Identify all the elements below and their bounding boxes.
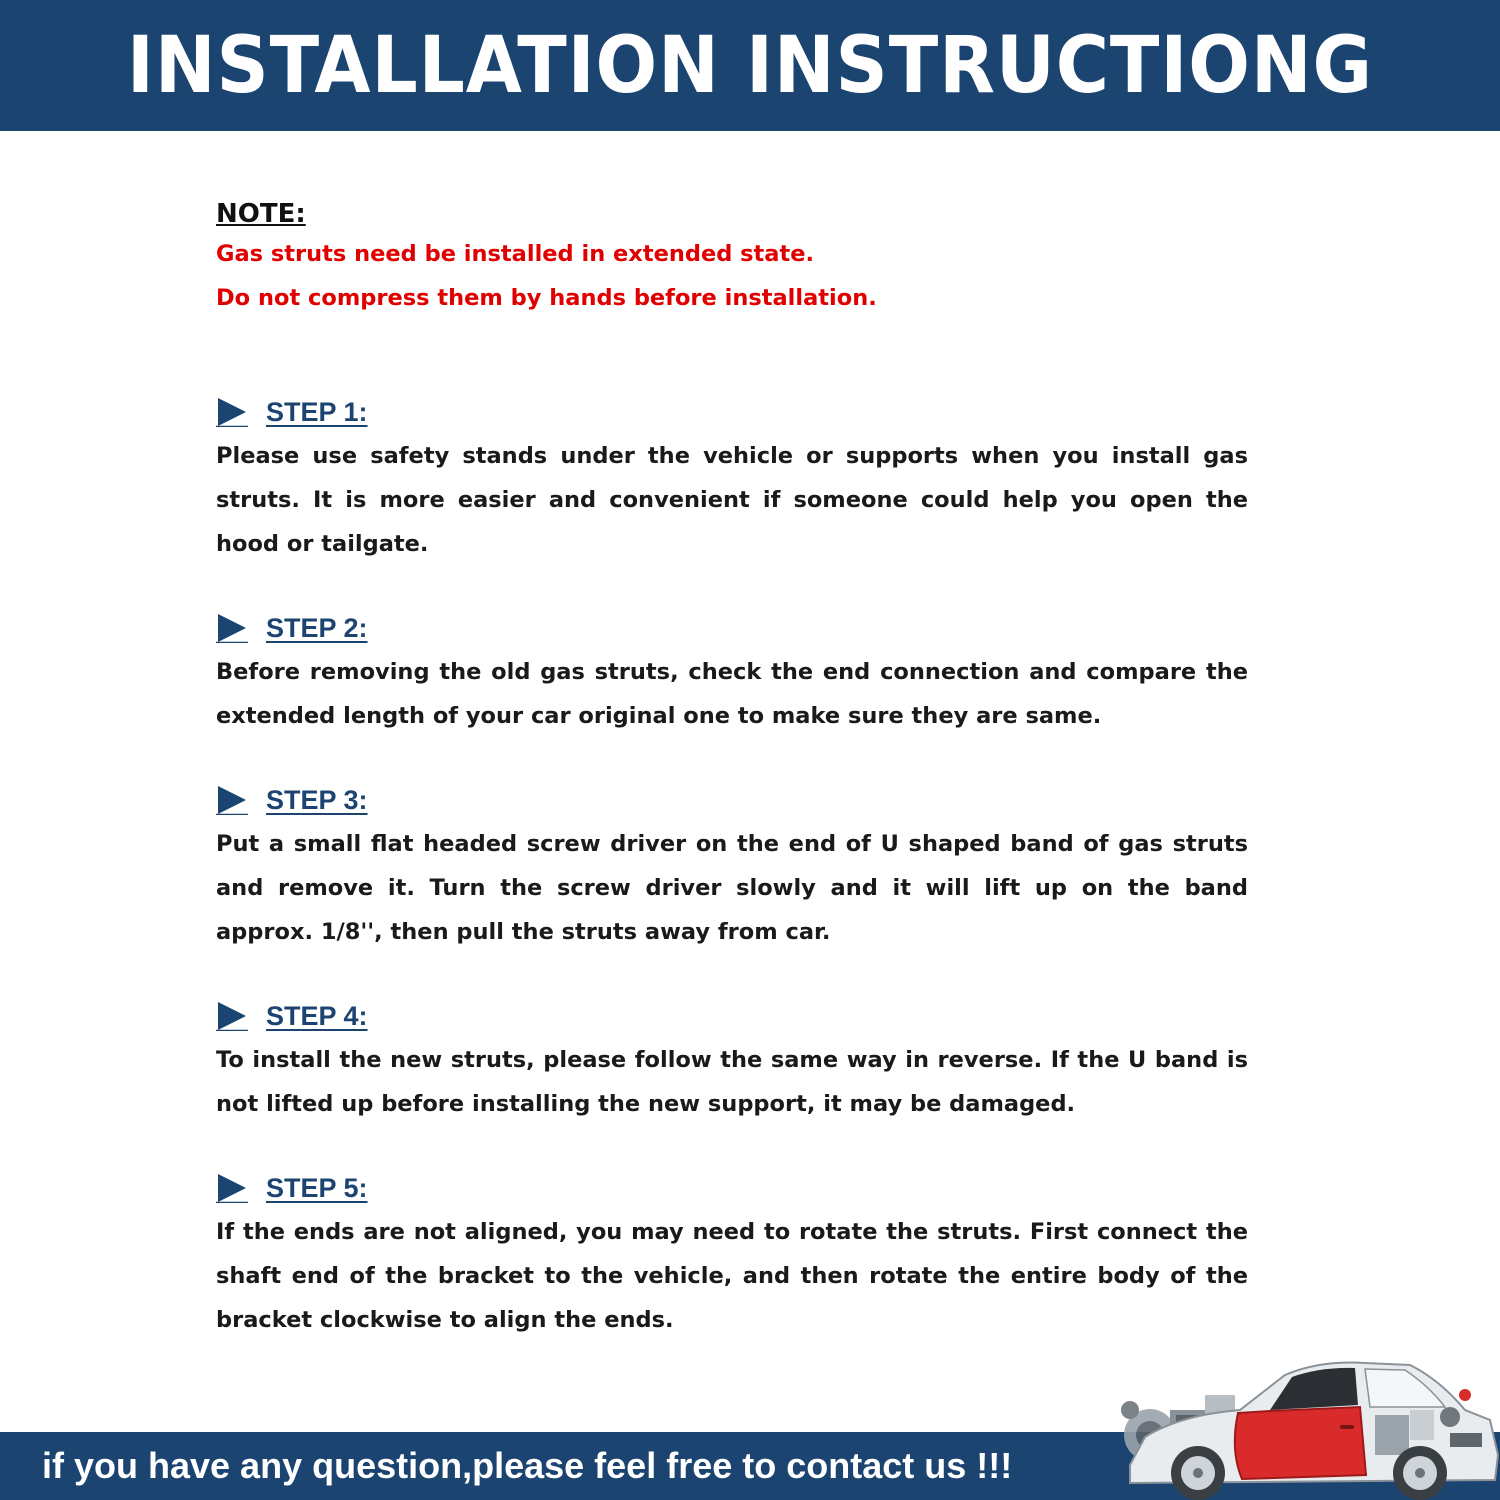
instructions-content [216,196,1248,1382]
step-title: STEP 5: [266,1172,368,1203]
play-arrow-icon [216,397,248,427]
car-parts-illustration [1110,1355,1500,1500]
contact-message: if you have any question,please feel free to contact us !!! [42,1445,1013,1486]
step-2 [216,606,1248,738]
step-heading [216,1166,1248,1210]
step-title: STEP 3: [266,784,368,815]
step-heading [216,778,1248,822]
header-banner [0,0,1500,131]
step-text: Put a small flat headed screw driver on the end of U shaped band of gas struts and remove it. Turn the screw driver slowly and it will lift up on the band approx. 1/8'', then pull the struts away from car. [216,831,1248,945]
play-arrow-icon [216,785,248,815]
step-heading [216,606,1248,650]
page-title: INSTALLATION INSTRUCTIONG [126,20,1374,111]
step-text: If the ends are not aligned, you may need to rotate the struts. First connect the shaft end of the bracket to the vehicle, and then rotate the entire body of the bracket clockwise to align the ends. [216,1219,1248,1333]
step-heading [216,994,1248,1038]
step-text: To install the new struts, please follow the same way in reverse. If the U band is not lifted up before installing the new support, it may be damaged. [216,1047,1248,1117]
step-title: STEP 1: [266,396,368,427]
play-arrow-icon [216,1001,248,1031]
step-title: STEP 4: [266,1000,368,1031]
steps-list [216,390,1248,1342]
step-title: STEP 2: [266,612,368,643]
step-heading [216,390,1248,434]
note-section [216,196,1248,320]
note-line-2: Do not compress them by hands before installation. [216,285,877,311]
step-text: Please use safety stands under the vehicle or supports when you install gas struts. It is more easier and convenient if someone could help you open the hood or tailgate. [216,443,1248,557]
play-arrow-icon [216,1173,248,1203]
step-1 [216,390,1248,566]
note-label: NOTE: [216,199,306,229]
note-line-1: Gas struts need be installed in extended state. [216,241,815,267]
play-arrow-icon [216,613,248,643]
step-text: Before removing the old gas struts, check the end connection and compare the extended length of your car original one to make sure they are same. [216,659,1248,729]
step-4 [216,994,1248,1126]
step-5 [216,1166,1248,1342]
step-3 [216,778,1248,954]
